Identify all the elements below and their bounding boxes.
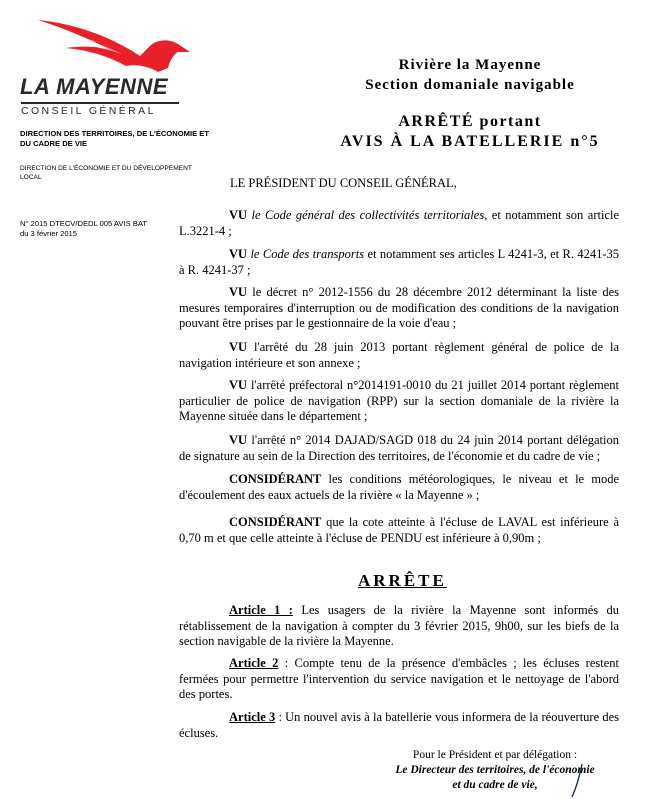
paragraph-vu-6: VU l'arrêté n° 2014 DAJAD/SAGD 018 du 24 juin 2014 portant délégation de signature au sein de la Direction des territoires, de l'économie et du cadre de vie ; <box>179 433 619 463</box>
header-arrete: ARRÊTÉ portant <box>398 113 542 130</box>
department-name: DIRECTION DES TERRITOIRES, DE L'ÉCONOMIE ET DU CADRE DE VIE <box>20 129 209 148</box>
header-avis: AVIS À LA BATELLERIE n°5 <box>340 133 600 150</box>
bird-logo-icon <box>18 16 193 78</box>
paragraph-vu-4: VU l'arrêté du 28 juin 2013 portant règlement général de police de la navigation intérieure et son annexe ; <box>179 340 619 370</box>
signature-delegation: Pour le Président et par délégation : <box>412 749 578 761</box>
paragraph-vu-1: VU le Code général des collectivités territoriales, et notamment son article L.3221-4 ; <box>179 208 619 238</box>
subdepartment-name: DIRECTION DE L'ÉCONOMIE ET DU DÉVELOPPEMENT LOCAL <box>20 165 192 181</box>
article-1: Article 1 : Les usagers de la rivière la Mayenne sont informés du rétablissement de la navigation à compter du 3 février 2015, 9h00, sur les biefs de la section navigable de la rivière la Mayenne. <box>179 603 619 648</box>
header-section: Section domaniale navigable <box>365 77 575 93</box>
signature-title-continued: et du cadre de vie, <box>452 779 538 791</box>
logo <box>18 16 193 116</box>
paragraph-vu-5: VU l'arrêté préfectoral n°2014191-0010 du 21 juillet 2014 portant règlement particulier de police de navigation (RPP) sur la section domaniale de la rivière la Mayenne située dans le département ; <box>179 378 619 423</box>
paragraph-vu-3: VU le décret n° 2012-1556 du 28 décembre 2012 déterminant la liste des mesures temporaires d'interruption ou de modification des conditions de la navigation pouvant être prises par le gestionnaire de la voie d'eau ; <box>179 285 619 330</box>
header-river: Rivière la Mayenne <box>398 57 542 73</box>
arrete-title: ARRÊTE <box>358 571 447 590</box>
reference-line: N° 2015 DTECV/DEDL 005 AVIS BAT <box>20 219 147 228</box>
handwritten-signature-icon <box>568 762 598 798</box>
paragraph-considerant-1: CONSIDÉRANT les conditions météorologiques, le niveau et le mode d'écoulement des eaux actuels de la rivière « la Mayenne » ; <box>179 472 619 502</box>
logo-subtitle: CONSEIL GÉNÉRAL <box>21 102 179 117</box>
paragraph-considerant-2: CONSIDÉRANT que la cote atteinte à l'écluse de LAVAL est inférieure à 0,70 m et que celle atteinte à l'écluse de PENDU est inférieure à 0,90m ; <box>179 515 619 545</box>
article-3: Article 3 : Un nouvel avis à la batellerie vous informera de la réouverture des écluses. <box>179 710 620 740</box>
signature-title: Le Directeur des territoires, de l'économie <box>395 764 595 776</box>
article-2: Article 2 : Compte tenu de la présence d'embâcles ; les écluses restent fermées pour permettre l'intervention du service navigation et le nettoyage de l'abord des portes. <box>179 656 619 701</box>
paragraph-vu-2: VU le Code des transports et notamment ses articles L 4241-3, et R. 4241-35 à R. 4241-37 ; <box>179 247 619 277</box>
reference-date: du 3 février 2015 <box>20 228 77 238</box>
logo-name: LA MAYENNE <box>20 74 168 99</box>
president-line: LE PRÉSIDENT DU CONSEIL GÉNÉRAL, <box>230 176 457 190</box>
